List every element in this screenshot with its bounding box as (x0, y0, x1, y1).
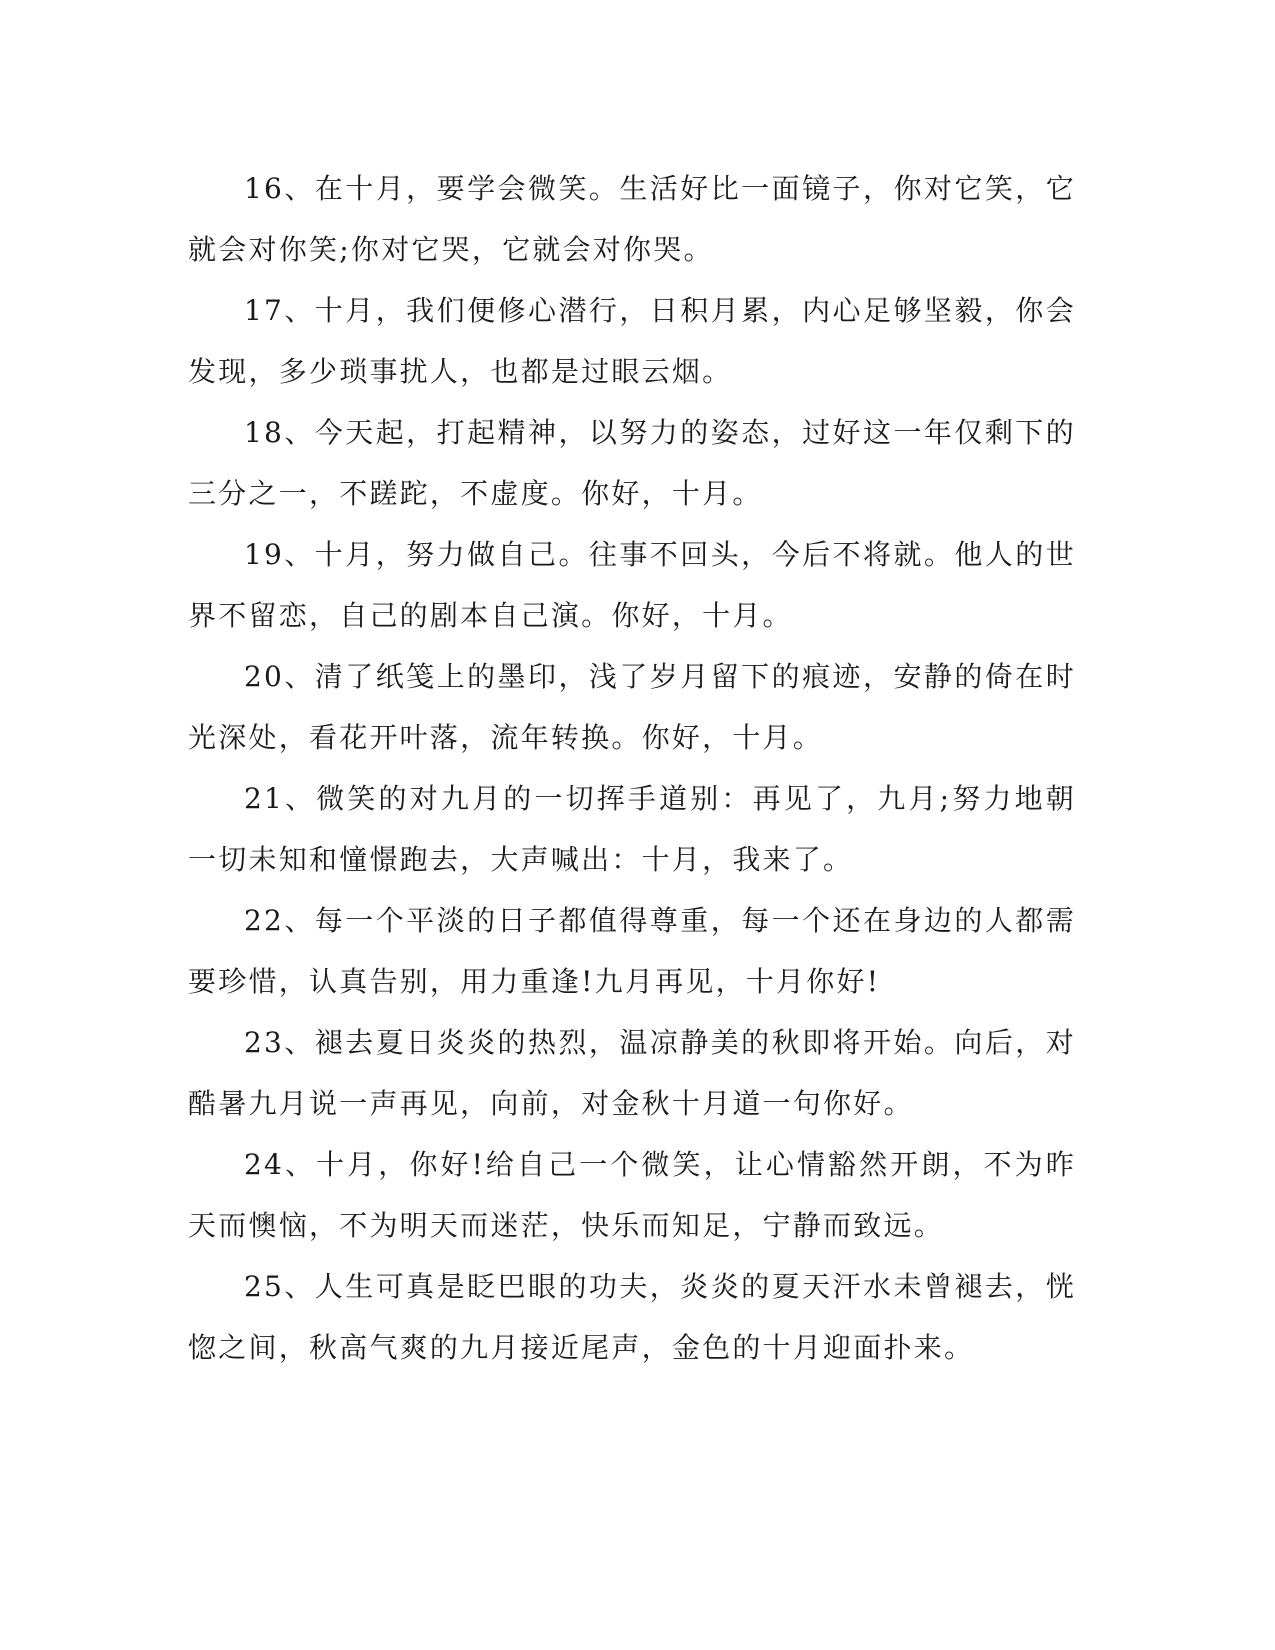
paragraph-24: 24、十月，你好!给自己一个微笑，让心情豁然开朗，不为昨天而懊恼，不为明天而迷茫，快乐而知足，宁静而致远。 (188, 1148, 1076, 1242)
paragraph-16: 16、在十月，要学会微笑。生活好比一面镜子，你对它笑，它就会对你笑;你对它哭，它就会对你哭。 (188, 172, 1076, 266)
paragraph-18: 18、今天起，打起精神，以努力的姿态，过好这一年仅剩下的三分之一，不蹉跎，不虚度。你好，十月。 (188, 416, 1076, 510)
paragraph-21: 21、微笑的对九月的一切挥手道别：再见了，九月;努力地朝一切未知和憧憬跑去，大声喊出：十月，我来了。 (188, 782, 1076, 876)
paragraph-23: 23、褪去夏日炎炎的热烈，温凉静美的秋即将开始。向后，对酷暑九月说一声再见，向前，对金秋十月道一句你好。 (188, 1026, 1076, 1120)
paragraph-22: 22、每一个平淡的日子都值得尊重，每一个还在身边的人都需要珍惜，认真告别，用力重逢!九月再见，十月你好! (188, 904, 1076, 998)
document-body (188, 158, 1076, 1378)
paragraph-19: 19、十月，努力做自己。往事不回头，今后不将就。他人的世界不留恋，自己的剧本自己演。你好，十月。 (188, 538, 1076, 632)
paragraph-17: 17、十月，我们便修心潜行，日积月累，内心足够坚毅，你会发现，多少琐事扰人，也都是过眼云烟。 (188, 294, 1076, 388)
paragraph-25: 25、人生可真是眨巴眼的功夫，炎炎的夏天汗水未曾褪去，恍惚之间，秋高气爽的九月接近尾声，金色的十月迎面扑来。 (188, 1270, 1076, 1364)
paragraph-20: 20、清了纸笺上的墨印，浅了岁月留下的痕迹，安静的倚在时光深处，看花开叶落，流年转换。你好，十月。 (188, 660, 1076, 754)
